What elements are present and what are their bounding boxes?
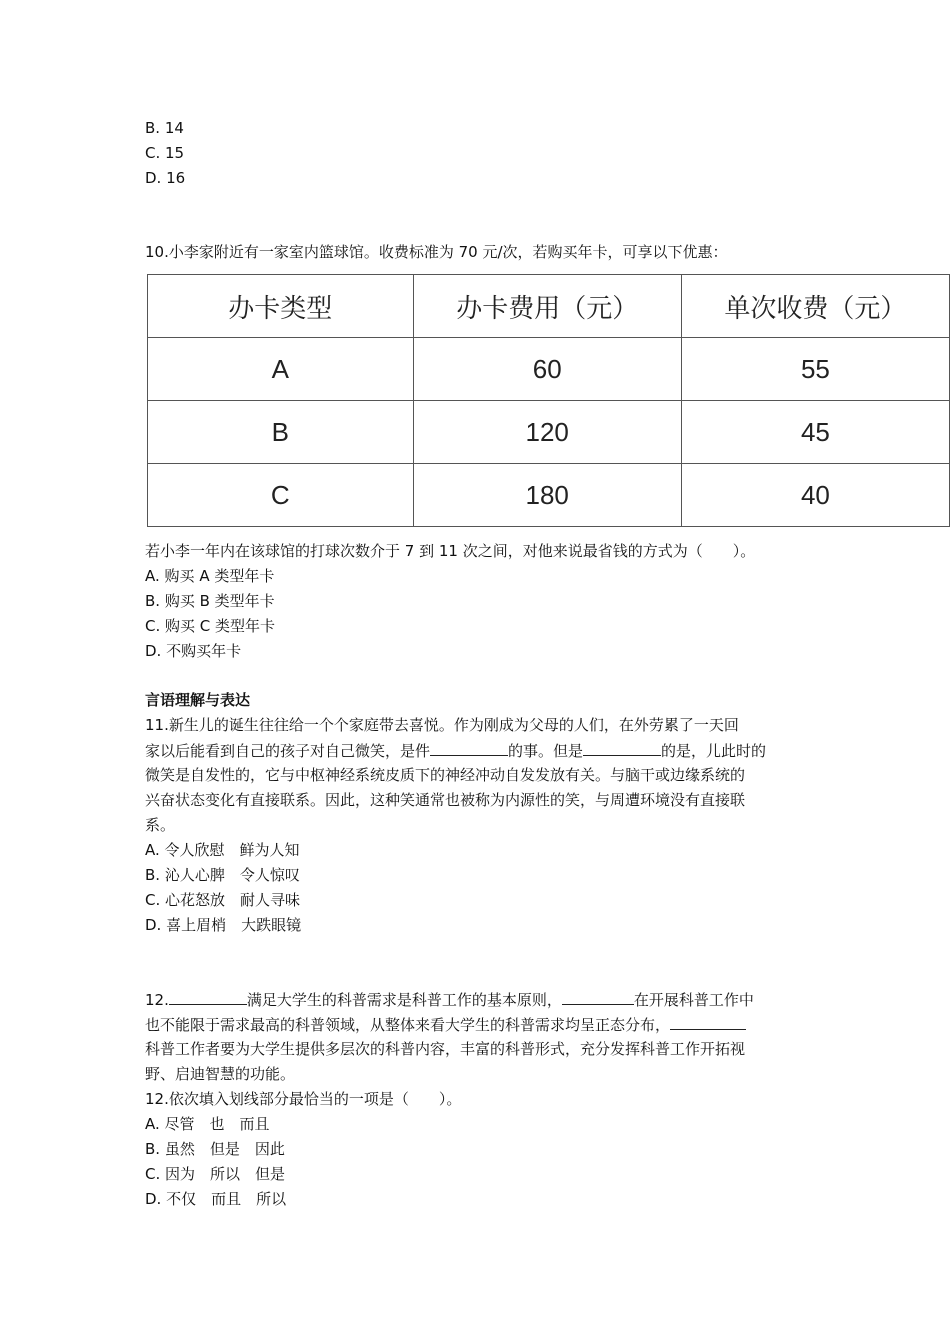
table-header-cell: 单次收费（元）	[681, 275, 949, 338]
question-11-line	[145, 740, 766, 761]
question-12-prompt	[145, 1089, 461, 1109]
option-text: 虽然 但是 因此	[164, 1140, 285, 1158]
question-11-line	[145, 765, 745, 785]
option-text: 购买 C 类型年卡	[165, 617, 276, 635]
table-header-cell: 办卡费用（元）	[413, 275, 681, 338]
option-c	[145, 890, 300, 910]
option-letter: B.	[145, 592, 161, 610]
text-run: 12.依次填入划线部分最恰当的一项是（ ）。	[145, 1090, 462, 1108]
text-run: 的事。但是	[508, 742, 584, 760]
fill-blank	[430, 740, 508, 756]
fill-blank	[670, 1014, 746, 1030]
option-letter: A.	[145, 567, 160, 585]
option-text: 令人欣慰 鲜为人知	[164, 841, 300, 859]
table-cell: 40	[681, 464, 949, 527]
table-cell: 120	[413, 401, 681, 464]
option-a	[145, 566, 274, 586]
text-run: 在开展科普工作中	[633, 991, 754, 1009]
option-letter: A.	[145, 1115, 160, 1133]
table-header-row	[148, 275, 950, 338]
question-12-line	[145, 1014, 746, 1035]
question-12-line	[145, 1064, 295, 1084]
option-letter: B.	[145, 866, 161, 884]
table-row	[148, 338, 950, 401]
option-text: 不仅 而且 所以	[166, 1190, 287, 1208]
option-d	[145, 1189, 286, 1209]
text-run: 微笑是自发性的，它与中枢神经系统皮质下的神经冲动自发发放有关。与脑干或边缘系统的	[145, 766, 746, 784]
option-text: 心花怒放 耐人寻味	[165, 891, 301, 909]
question-11-line	[145, 815, 175, 835]
table-cell: C	[148, 464, 414, 527]
option-text: 不购买年卡	[166, 642, 242, 660]
option-letter: C.	[145, 891, 161, 909]
table-header-cell: 办卡类型	[148, 275, 414, 338]
option-b	[145, 591, 275, 611]
option-d	[145, 915, 301, 935]
option-letter: D.	[145, 916, 162, 934]
fill-blank	[583, 740, 661, 756]
text-run: 的是，儿此时的	[661, 742, 767, 760]
option-d	[145, 641, 241, 661]
question-10-stem: 10.小李家附近有一家室内篮球馆。收费标准为 70 元/次，若购买年卡，可享以下优惠：	[145, 243, 728, 261]
option-c-prev: C. 15	[145, 144, 185, 162]
option-letter: C.	[145, 617, 161, 635]
table-cell: 55	[681, 338, 949, 401]
option-letter: A.	[145, 841, 160, 859]
text-run: 11.新生儿的诞生往往给一个个家庭带去喜悦。作为刚成为父母的人们，在外劳累了一天回	[145, 716, 739, 734]
option-c	[145, 1164, 285, 1184]
option-text: 因为 所以 但是	[165, 1165, 286, 1183]
section-title: 言语理解与表达	[145, 691, 251, 709]
table-cell: 45	[681, 401, 949, 464]
fill-blank	[169, 989, 247, 1005]
option-text: 购买 A 类型年卡	[164, 567, 275, 585]
question-11-line	[145, 790, 745, 810]
question-11-line	[145, 715, 739, 735]
text-run: 野、启迪智慧的功能。	[145, 1065, 296, 1083]
text-run: 系。	[145, 816, 176, 834]
option-a	[145, 840, 300, 860]
option-letter: C.	[145, 1165, 161, 1183]
option-c	[145, 616, 275, 636]
option-a	[145, 1114, 270, 1134]
option-b	[145, 1139, 285, 1159]
text-run: 12.	[145, 991, 169, 1009]
text-run: 满足大学生的科普需求是科普工作的基本原则，	[246, 991, 562, 1009]
option-text: 尽管 也 而且	[164, 1115, 270, 1133]
option-letter: B.	[145, 1140, 161, 1158]
text-run: 科普工作者要为大学生提供多层次的科普内容，丰富的科普形式，充分发挥科普工作开拓视	[145, 1040, 746, 1058]
table-cell: 60	[413, 338, 681, 401]
table-cell: A	[148, 338, 414, 401]
option-text: 沁人心脾 令人惊叹	[164, 866, 300, 884]
table-row	[148, 401, 950, 464]
option-letter: D.	[145, 1190, 162, 1208]
question-12-line	[145, 989, 754, 1010]
fill-blank	[562, 989, 634, 1005]
option-text: 购买 B 类型年卡	[164, 592, 275, 610]
option-b	[145, 865, 300, 885]
question-10-prompt: 若小李一年内在该球馆的打球次数介于 7 到 11 次之间，对他来说最省钱的方式为（ ）。	[145, 542, 756, 560]
option-b-prev: B. 14	[145, 119, 184, 137]
table-cell: 180	[413, 464, 681, 527]
fee-table	[147, 274, 950, 527]
question-12-line	[145, 1039, 745, 1059]
text-run: 也不能限于需求最高的科普领域，从整体来看大学生的科普需求均呈正态分布，	[145, 1016, 671, 1034]
option-text: 喜上眉梢 大跌眼镜	[166, 916, 302, 934]
option-d-prev: D. 16	[145, 169, 186, 187]
text-run: 兴奋状态变化有直接联系。因此，这种笑通常也被称为内源性的笑，与周遭环境没有直接联	[145, 791, 746, 809]
table-row	[148, 464, 950, 527]
text-run: 家以后能看到自己的孩子对自己微笑，是件	[145, 742, 431, 760]
table-cell: B	[148, 401, 414, 464]
option-letter: D.	[145, 642, 162, 660]
